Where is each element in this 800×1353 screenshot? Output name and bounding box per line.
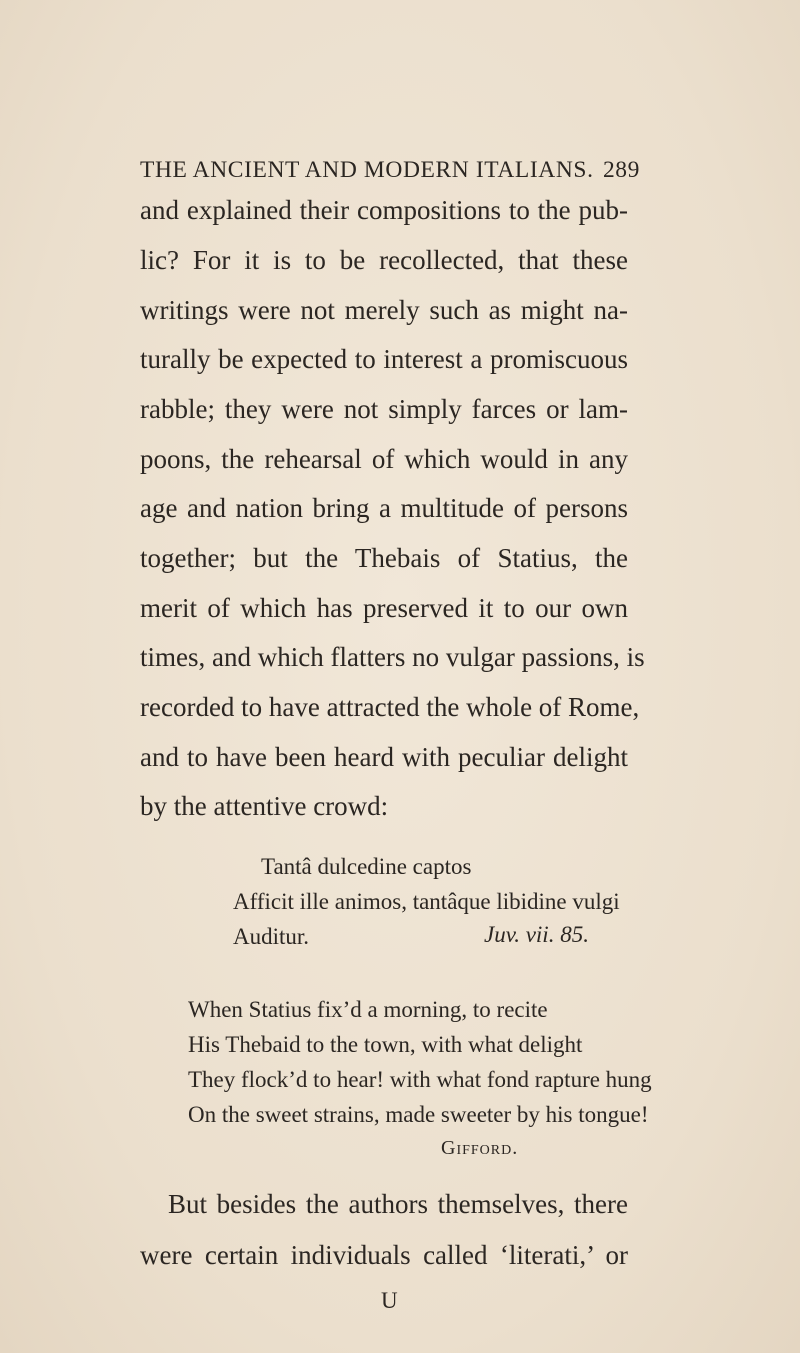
text-line: together; but the Thebais of Statius, the <box>140 543 628 573</box>
text-line: rabble; they were not simply farces or lam- <box>140 394 628 424</box>
text-line: recorded to have attracted the whole of Rome, <box>140 692 640 722</box>
text-line: merit of which has preserved it to our own <box>140 593 628 623</box>
text-line: lic? For it is to be recollected, that these <box>140 245 628 275</box>
citation: Juv. vii. 85. <box>484 922 589 947</box>
text-line: and to have been heard with peculiar delight <box>140 742 628 772</box>
text-line: But besides the authors themselves, there <box>168 1189 628 1219</box>
verse-line: They flock’d to hear! with what fond rapture hung <box>188 1067 652 1092</box>
text-line: by the attentive crowd: <box>140 791 389 821</box>
signature-mark: U <box>381 1288 398 1313</box>
text-line: poons, the rehearsal of which would in any <box>140 444 628 474</box>
text-line: were certain individuals called ‘literati,’ or <box>140 1240 628 1270</box>
text-line: turally be expected to interest a promiscuous <box>140 344 628 374</box>
translator-credit: Gifford. <box>441 1137 519 1159</box>
verse-line: Tantâ dulcedine captos <box>261 854 472 879</box>
text-line: and explained their compositions to the pub- <box>140 195 628 225</box>
running-head <box>140 157 640 184</box>
verse-line: When Statius fix’d a morning, to recite <box>188 997 548 1022</box>
verse-line: Auditur. <box>233 924 310 949</box>
page-number: 289 <box>602 157 640 183</box>
verse-line: On the sweet strains, made sweeter by his tongue! <box>188 1102 649 1127</box>
text-line: times, and which flatters no vulgar passions, is <box>140 642 645 672</box>
verse-line: His Thebaid to the town, with what delight <box>188 1032 583 1057</box>
running-head-title: THE ANCIENT AND MODERN ITALIANS. <box>140 157 594 183</box>
text-line: age and nation bring a multitude of persons <box>140 493 628 523</box>
verse-line: Afficit ille animos, tantâque libidine vulgi <box>233 889 620 914</box>
text-line: writings were not merely such as might na- <box>140 295 628 325</box>
